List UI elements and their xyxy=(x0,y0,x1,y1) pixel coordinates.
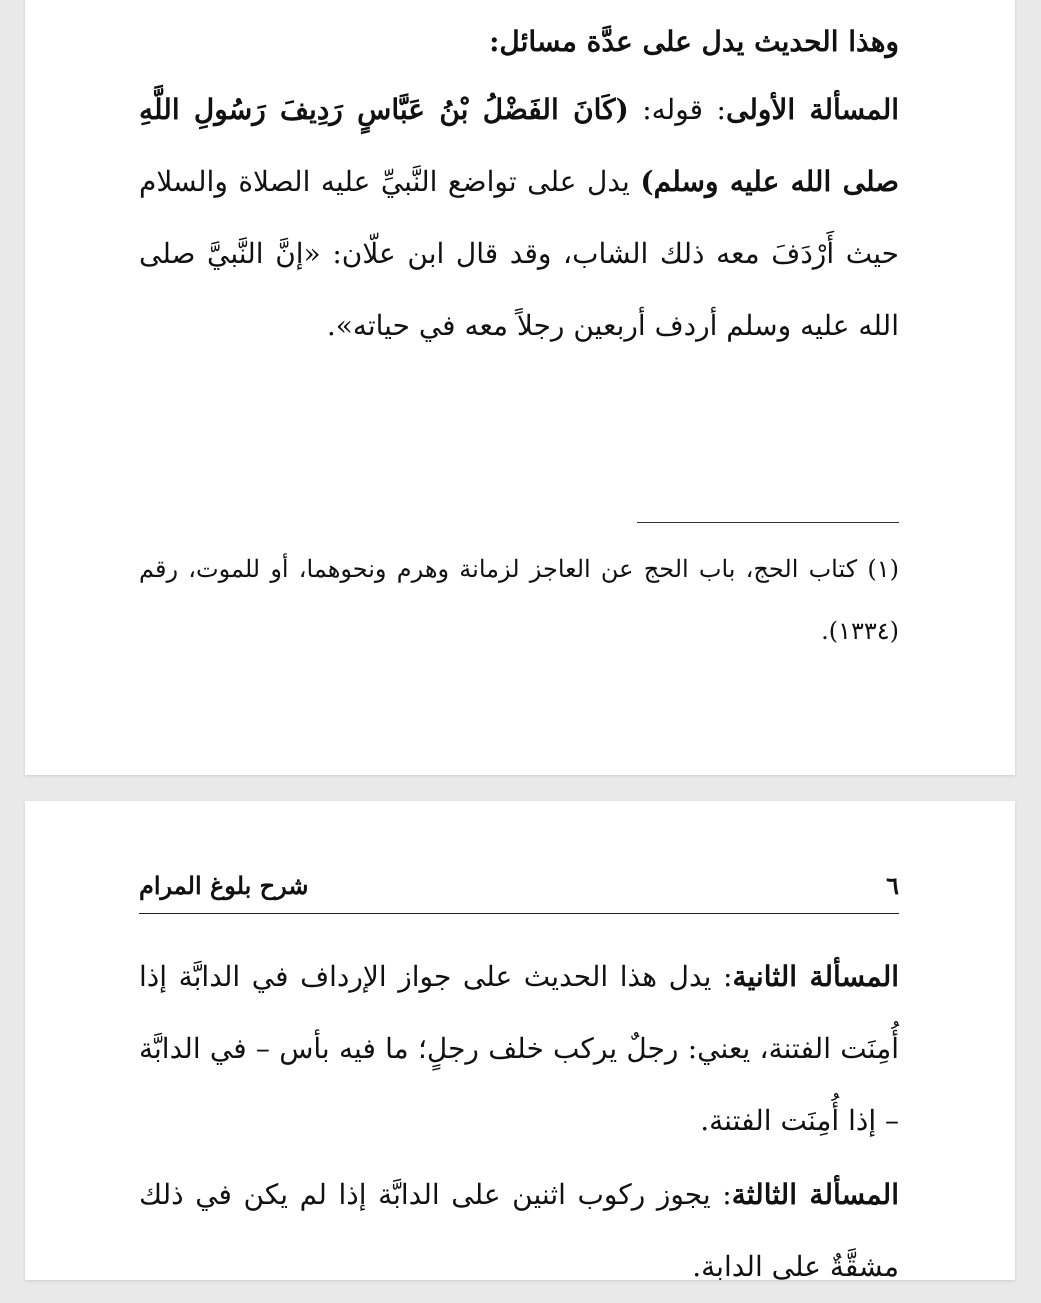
page-number: ٦ xyxy=(886,871,899,900)
issue-first-colon: : قوله: xyxy=(628,93,726,126)
issue-third-text: : يجوز ركوب اثنين على الدابَّة إذا لم يكن في ذلك مشقَّةٌ على الدابة. xyxy=(139,1178,899,1283)
hadith-quote: (كَانَ الفَضْلُ بْنُ عَبَّاسٍ رَدِيفَ رَسُولِ اللَّهِ صلى الله عليه وسلم) xyxy=(139,93,899,198)
page-top xyxy=(25,0,1015,775)
running-title: شرح بلوغ المرام xyxy=(139,871,309,900)
issue-heading-third: المسألة الثالثة xyxy=(731,1178,899,1211)
issue-heading-first: المسألة الأولى xyxy=(725,93,900,126)
issue-second-text: : يدل هذا الحديث على جواز الإرداف في الدابَّة إذا أُمِنَت الفتنة، يعني: رجلٌ يركب خلف رجلٍ؛ ما فيه بأس – في الدابَّة – إذا أُمِنَت الفتنة. xyxy=(139,960,899,1137)
running-header xyxy=(139,867,899,914)
paragraph-third-issue xyxy=(139,1159,899,1303)
issue-first-text: يدل على تواضع النَّبيِّ عليه الصلاة والسلام حيث أَرْدَفَ معه ذلك الشاب، وقد قال ابن علّان: «إنَّ النَّبيَّ صلى الله عليه وسلم أردف أربعين رجلاً معه في حياته». xyxy=(139,165,899,342)
footnote-separator xyxy=(637,522,899,523)
paragraph-second-issue xyxy=(139,941,899,1157)
paragraph-first-issue xyxy=(139,74,899,362)
footnote: (١) كتاب الحج، باب الحج عن العاجز لزمانة وهرم ونحوهما، أو للموت، رقم (١٣٣٤). xyxy=(139,555,899,645)
intro-line: وهذا الحديث يدل على عدَّة مسائل: xyxy=(489,25,899,58)
page-bottom xyxy=(25,801,1015,1283)
issue-heading-second: المسألة الثانية xyxy=(732,960,900,993)
